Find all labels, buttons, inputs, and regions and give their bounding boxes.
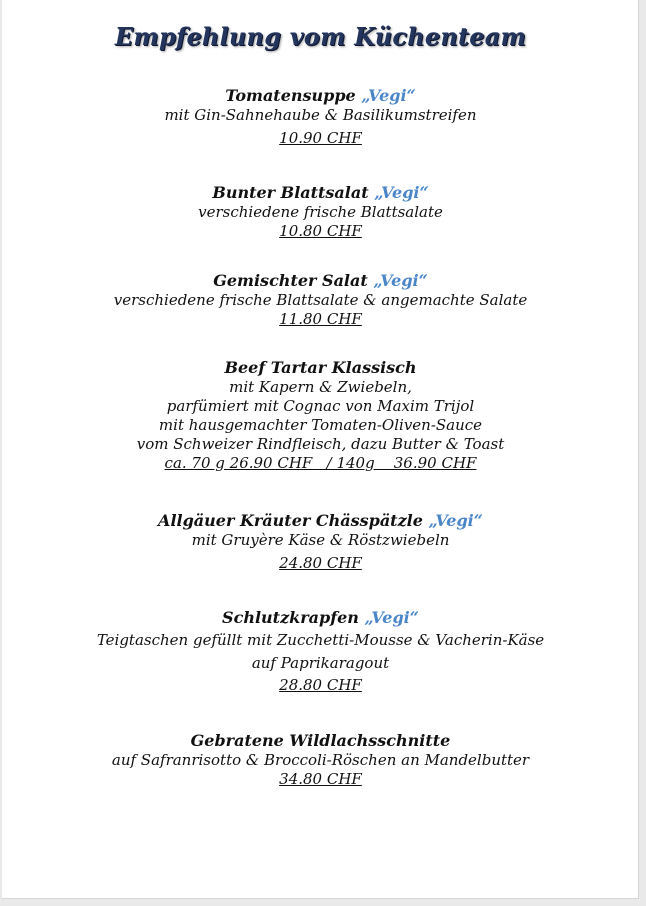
dish-description: verschiedene frische Blattsalate xyxy=(198,203,443,221)
vegi-tag: „Vegi“ xyxy=(428,511,483,530)
dish-description: Teigtaschen gefüllt mit Zucchetti-Mousse & Vacherin-Käse xyxy=(96,631,545,649)
menu-page xyxy=(2,0,639,899)
dish-name: Gebratene Wildlachsschnitte xyxy=(190,731,451,750)
dish-price: 11.80 CHF xyxy=(279,310,362,328)
dish-description: verschiedene frische Blattsalate & angemachte Salate xyxy=(113,291,528,309)
vegi-tag: „Vegi“ xyxy=(364,608,419,627)
dish-price: 24.80 CHF xyxy=(279,554,362,572)
dish-description: auf Paprikaragout xyxy=(251,654,390,672)
menu-item-bunter-blattsalat xyxy=(2,183,639,241)
dish-price: 34.80 CHF xyxy=(279,770,362,788)
dish-description: mit Kapern & Zwiebeln, xyxy=(229,378,412,396)
dish-description: vom Schweizer Rindfleisch, dazu Butter & Toast xyxy=(136,435,505,453)
dish-description: mit hausgemachter Tomaten-Oliven-Sauce xyxy=(158,416,483,434)
dish-price: ca. 70 g 26.90 CHF / 140g 36.90 CHF xyxy=(164,454,477,472)
dish-name: Beef Tartar Klassisch xyxy=(224,358,417,377)
dish-name: Tomatensuppe xyxy=(225,86,356,105)
dish-description: mit Gin-Sahnehaube & Basilikumstreifen xyxy=(164,106,477,124)
menu-item-wildlachsschnitte xyxy=(2,731,639,789)
dish-price: 10.80 CHF xyxy=(279,222,362,240)
dish-name: Bunter Blattsalat xyxy=(212,183,369,202)
page-title: Empfehlung vom Küchenteam xyxy=(114,22,527,51)
vegi-tag: „Vegi“ xyxy=(373,271,428,290)
dish-price: 28.80 CHF xyxy=(279,676,362,694)
dish-description: parfümiert mit Cognac von Maxim Trijol xyxy=(166,397,475,415)
vegi-tag: „Vegi“ xyxy=(374,183,429,202)
dish-description: auf Safranrisotto & Broccoli-Röschen an Mandelbutter xyxy=(111,751,530,769)
menu-item-beef-tartar xyxy=(2,358,639,473)
vegi-tag: „Vegi“ xyxy=(361,86,416,105)
dish-name: Gemischter Salat xyxy=(213,271,368,290)
dish-description: mit Gruyère Käse & Röstzwiebeln xyxy=(191,531,450,549)
menu-item-tomatensuppe xyxy=(2,86,639,148)
dish-price: 10.90 CHF xyxy=(279,129,362,147)
menu-item-chaesspaetzle xyxy=(2,511,639,573)
dish-name: Schlutzkrapfen xyxy=(222,608,359,627)
menu-item-schlutzkrapfen xyxy=(2,608,639,696)
menu-item-gemischter-salat xyxy=(2,271,639,329)
dish-name: Allgäuer Kräuter Chässpätzle xyxy=(158,511,423,530)
